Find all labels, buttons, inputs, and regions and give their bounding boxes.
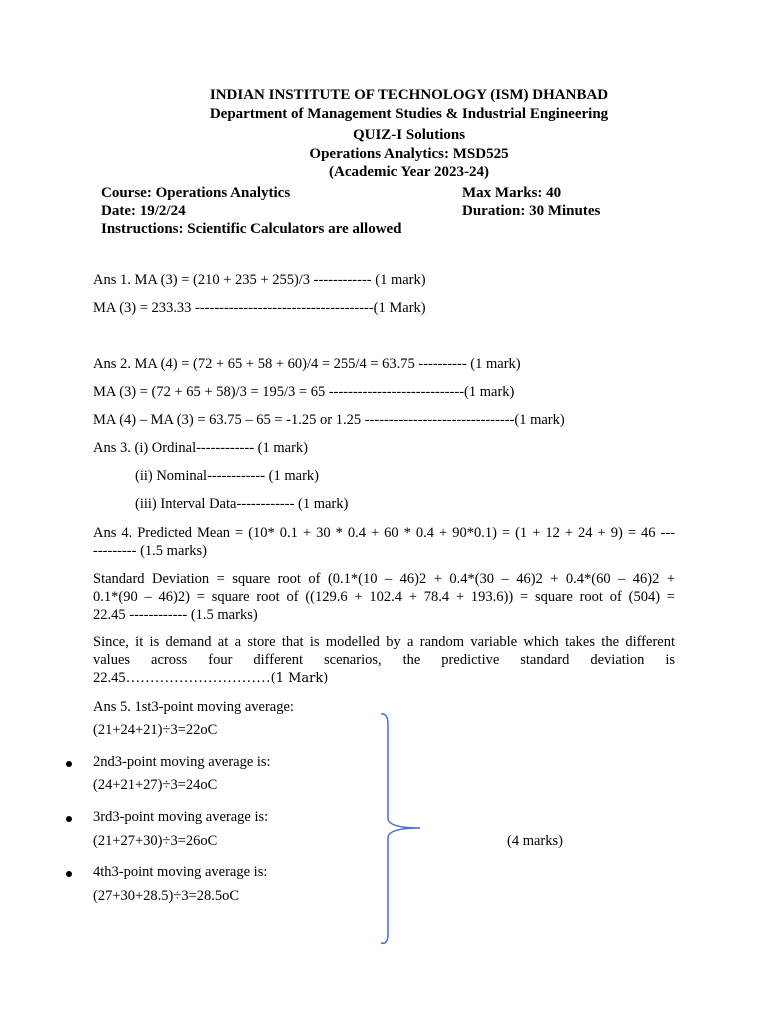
course-code: Operations Analytics: MSD525 <box>309 146 509 162</box>
bullet-icon <box>66 761 72 767</box>
ans5-item2: 2nd3-point moving average is: <box>93 754 271 770</box>
institute-title: INDIAN INSTITUTE OF TECHNOLOGY (ISM) DHANBAD <box>209 87 609 103</box>
bullet-icon <box>66 871 72 877</box>
instructions-label: Instructions: Scientific Calculators are allowed <box>101 221 402 237</box>
ans4-mean-line2: --------- (1.5 marks) <box>93 543 207 559</box>
ans5-item3: 3rd3-point moving average is: <box>93 809 269 825</box>
ans5-item4: 4th3-point moving average is: <box>93 864 268 880</box>
ans4-sd-line2: 0.1*(90 – 46)2) = square root of ((129.6 + 102.4 + 78.4 + 193.6)) = square root of (504) = <box>93 589 675 605</box>
ans2-line2: MA (3) = (72 + 65 + 58)/3 = 195/3 = 65 ----------------------------(1 mark) <box>93 384 515 400</box>
department-title: Department of Management Studies & Industrial Engineering <box>209 106 609 122</box>
ans5-title: Ans 5. 1st3-point moving average: <box>93 699 294 715</box>
date-label: Date: 19/2/24 <box>101 203 186 219</box>
ans4-sd-line1: Standard Deviation = square root of (0.1*(10 – 46)2 + 0.4*(30 – 46)2 + 0.4*(60 – 46)2 + <box>93 571 675 587</box>
ans5-calc1: (21+24+21)÷3=22oC <box>93 722 218 738</box>
ans1-line1: Ans 1. MA (3) = (210 + 235 + 255)/3 ------------ (1 mark) <box>93 272 426 288</box>
ans4-since-line2: values across four different scenarios, the predictive standard deviation is <box>93 652 675 668</box>
course-label: Course: Operations Analytics <box>101 185 291 201</box>
quiz-title: QUIZ-I Solutions <box>352 127 466 143</box>
duration-label: Duration: 30 Minutes <box>462 203 601 219</box>
ans4-since <box>93 633 675 687</box>
ans4-since-line3 <box>93 669 675 687</box>
ans2-line3: MA (4) – MA (3) = 63.75 – 65 = -1.25 or 1.25 -------------------------------(1 mark) <box>93 412 565 428</box>
ans4-since-mark: (1 Mark) <box>270 671 329 686</box>
ans4-sd-line3: 22.45 ------------ (1.5 marks) <box>93 607 258 623</box>
ans5-marks: (4 marks) <box>507 833 563 849</box>
bullet-icon <box>66 816 72 822</box>
ans3-line3: (iii) Interval Data------------ (1 mark) <box>135 496 349 512</box>
ans5-calc4: (27+30+28.5)÷3=28.5oC <box>93 888 240 904</box>
ans2-line1: Ans 2. MA (4) = (72 + 65 + 58 + 60)/4 = 255/4 = 63.75 ---------- (1 mark) <box>93 356 521 372</box>
ans4-since-dots: 22.45………………………… <box>93 670 271 686</box>
ans4-since-line1: Since, it is demand at a store that is modelled by a random variable which takes the different <box>93 634 675 650</box>
right-brace-icon <box>380 712 426 948</box>
ans3-line2: (ii) Nominal------------ (1 mark) <box>135 468 319 484</box>
ans4-mean <box>93 524 675 560</box>
ans5-calc2: (24+21+27)÷3=24oC <box>93 777 218 793</box>
ans4-mean-line1: Ans 4. Predicted Mean = (10* 0.1 + 30 * 0.4 + 60 * 0.4 + 90*0.1) = (1 + 12 + 24 + 9) = 46 --- <box>93 525 675 541</box>
max-marks: Max Marks: 40 <box>462 185 562 201</box>
ans5-calc3: (21+27+30)÷3=26oC <box>93 833 218 849</box>
ans4-sd <box>93 570 675 624</box>
ans1-line2: MA (3) = 233.33 -------------------------------------(1 Mark) <box>93 300 426 316</box>
ans3-line1: Ans 3. (i) Ordinal------------ (1 mark) <box>93 440 308 456</box>
academic-year: (Academic Year 2023-24) <box>329 164 489 180</box>
